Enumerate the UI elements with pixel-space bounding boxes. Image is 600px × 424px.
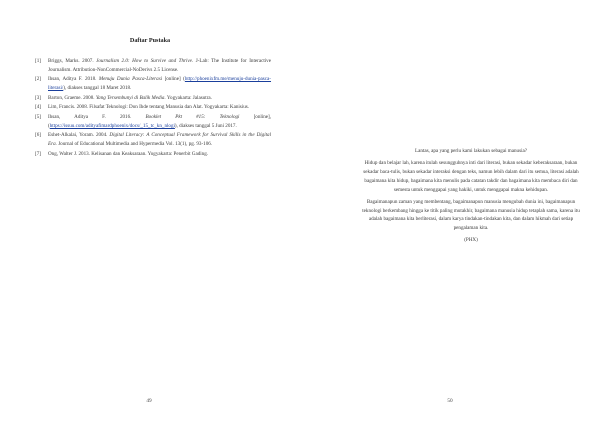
reference-fragment: ), diakses tanggal 18 Maret 2018. bbox=[63, 85, 132, 92]
reference-number: [3] bbox=[35, 94, 41, 101]
reference-list bbox=[35, 57, 271, 159]
closing-text bbox=[360, 147, 582, 249]
reference-fragment: Ihsan, Aditya F. 2016. bbox=[48, 113, 146, 120]
reference-item bbox=[35, 103, 271, 112]
reference-text bbox=[48, 113, 271, 131]
reference-text bbox=[48, 150, 271, 159]
right-page bbox=[300, 0, 600, 424]
reference-text bbox=[48, 103, 271, 112]
reference-number: [5] bbox=[35, 113, 41, 120]
bibliography-heading: Daftar Pustaka bbox=[129, 37, 171, 44]
reference-fragment: Journal of Educational Multimedia and Hypermedia Vol. 13(1), pg. 93-106. bbox=[56, 141, 213, 148]
reference-fragment: Yogyakarta: Jalasutra. bbox=[165, 94, 212, 101]
reference-title: Yang Tersembunyi di Balik Media. bbox=[95, 94, 166, 101]
reference-number: [6] bbox=[35, 132, 41, 139]
closing-paragraph: Bagaimanapun zaman yang membentang, bagaimanapun manusia mengubah dunia ini, bagaimanapun teknologi berkembang hingga ke titik paling mutakhir, bagaimana manusia hidup tetaplah sama, karena itu adalah bagaimana kita berliterasi, dalam karya tindakan-tindakan kita, dan dalam hikmah dari setiap pengalaman kita. bbox=[362, 198, 580, 232]
reference-fragment: ), diakses tanggal 5 Juni 2017. bbox=[174, 122, 237, 129]
reference-fragment: Ihsan, Aditya F. 2018. bbox=[48, 76, 99, 83]
reference-item bbox=[35, 94, 271, 103]
reference-text bbox=[48, 57, 271, 75]
author-signature: (PHX) bbox=[464, 237, 478, 244]
reference-link[interactable]: http://phoenixfm.me/menuju-dunia-pasca-literasi/ bbox=[48, 76, 272, 92]
reference-number: [1] bbox=[35, 58, 41, 64]
reference-fragment: Lim, Francis. 2008. Filsafat Teknologi: Don Ihde tentang Manusia dan Alat. Yogyakarta: Kanisius. bbox=[48, 104, 250, 111]
reference-number: [4] bbox=[35, 104, 41, 111]
reference-fragment: J-Lab: The Institute for Interactive Journalism. Attribution-NonCommercial-NoDerivs 2.5 License. bbox=[48, 58, 271, 73]
reference-link[interactable]: https://issuu.com/adityafimardphoenix/docs/_15_tc_kn_nlogi bbox=[49, 122, 175, 129]
reference-text bbox=[48, 94, 271, 103]
page-number-right: 50 bbox=[447, 398, 453, 404]
reference-fragment: [online], ( bbox=[48, 113, 271, 129]
closing-question: Lantas, apa yang perlu kami lakukan sebagai manusia? bbox=[414, 148, 528, 154]
reference-title: Digital Literacy: A Conceptual Framework for Survival Skills in the Digital Era. bbox=[48, 132, 272, 148]
reference-item bbox=[35, 57, 271, 75]
reference-item bbox=[35, 150, 271, 159]
closing-paragraph: Hidup dan belajar lah, karena itulah sesungguhnya inti dari literasi, bukan sekadar keberaksaraan, bukan sekadar baca-tulis, bukan sekadar interaksi dengan teks, namun lebih dalam dari itu semua, literasi adalah bagaimana kita hidup, bagaimana kita menulis pada catatan takdir dan bagaimana kita membaca diri dan semesta untuk menggapai yang hakiki, untuk menggapai makna kehidupan. bbox=[363, 160, 579, 193]
reference-text bbox=[48, 75, 271, 93]
reference-title: Booklet Pkt #15: Teknologi bbox=[145, 113, 240, 120]
reference-number: [7] bbox=[35, 150, 41, 157]
reference-item bbox=[35, 113, 271, 131]
reference-item bbox=[35, 75, 271, 93]
reference-title: Menuju Dunia Pasca-Literasi bbox=[98, 76, 163, 83]
reference-title: Journalism 2.0: How to Survive and Thrive. bbox=[96, 58, 194, 64]
reference-fragment: Barton, Graeme. 2008. bbox=[48, 94, 96, 101]
reference-number: [2] bbox=[35, 76, 41, 83]
page-number-left: 49 bbox=[146, 398, 152, 404]
reference-fragment: Eshet-Alkalai, Yoram. 2004. bbox=[48, 132, 110, 139]
reference-item bbox=[35, 131, 271, 149]
reference-text bbox=[48, 131, 271, 149]
reference-fragment: Briggs, Marks. 2007. bbox=[48, 58, 97, 64]
reference-fragment: [online] ( bbox=[162, 76, 185, 83]
reference-fragment: Ong, Walter J. 2013. Kelisanan dan Keaksaraan. Yogyakarta: Penerbit Gading. bbox=[48, 150, 209, 157]
